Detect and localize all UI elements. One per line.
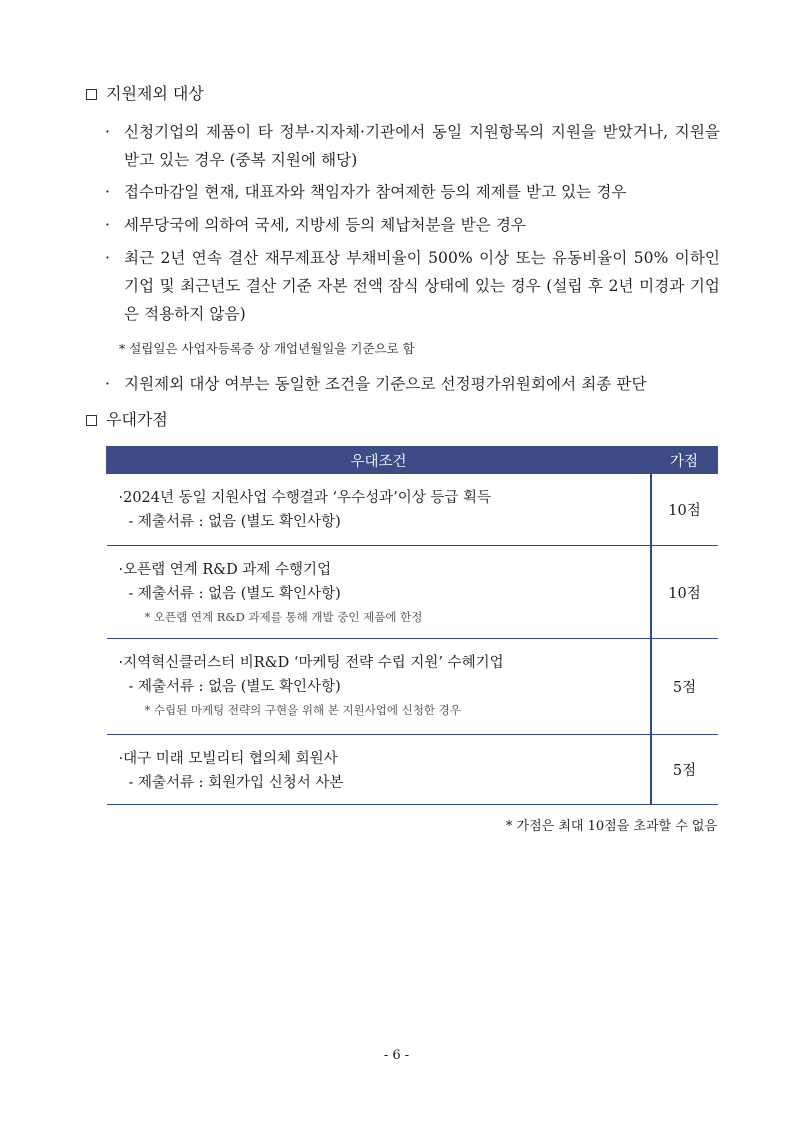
bonus-table [106,446,718,805]
condition-title: ·지역혁신클러스터 비R&D ‘마케팅 전략 수립 지원’ 수혜기업 [118,655,504,671]
checkbox-square-icon [86,415,97,426]
condition-note: * 수립된 마케팅 전략의 구현을 위해 본 지원사업에 신청한 경우 [144,703,461,717]
condition-documents: - 제출서류 : 회원가입 신청서 사본 [128,775,344,791]
condition-documents: - 제출서류 : 없음 (별도 확인사항) [128,679,341,695]
exclusion-item-text: 세무당국에 의하여 국세, 지방세 등의 체납처분을 받은 경우 [124,216,526,234]
bonus-footnote: * 가점은 최대 10점을 초과할 수 없음 [505,819,717,834]
condition-title: ·2024년 동일 지원사업 수행결과 ‘우수성과’이상 등급 획득 [118,490,492,506]
condition-title: ·오픈랩 연계 R&D 과제 수행기업 [118,562,332,578]
bullet-dot-icon: · [105,249,111,267]
bonus-title: 우대가점 [106,410,168,429]
exclusion-item-text: 지원제외 대상 여부는 동일한 조건을 기준으로 선정평가위원회에서 최종 판단 [124,375,647,393]
condition-documents: - 제출서류 : 없음 (별도 확인사항) [128,514,341,530]
table-row [107,546,718,639]
condition-documents: - 제출서류 : 없음 (별도 확인사항) [128,586,341,602]
condition-cell [107,735,651,805]
exclusion-item-text: 신청기업의 제품이 타 정부·지자체·기관에서 동일 지원항목의 지원을 받았거나, 지원을 받고 있는 경우 (중복 지원에 해당) [124,123,720,169]
page-number: - 6 - [383,1048,410,1063]
exclusion-item [105,244,720,328]
bullet-dot-icon: · [105,216,111,234]
condition-title: ·대구 미래 모빌리티 협의체 회원사 [118,751,338,767]
table-row [107,474,718,546]
exclusion-item [105,118,720,174]
exclusion-item-text: 접수마감일 현재, 대표자와 책임자가 참여제한 등의 제제를 받고 있는 경우 [124,183,627,201]
establishment-note: * 설립일은 사업자등록증 상 개업년월일을 기준으로 함 [119,341,415,356]
condition-cell [107,474,651,546]
score-cell: 5점 [651,735,718,805]
table-row [107,735,718,805]
bullet-dot-icon: · [105,183,111,201]
bullet-dot-icon: · [105,375,111,393]
score-cell: 10점 [651,474,718,546]
bonus-table-header [107,447,718,474]
checkbox-square-icon [86,89,97,100]
score-cell: 10점 [651,546,718,639]
bullet-dot-icon: · [105,123,111,141]
exclusion-title: 지원제외 대상 [106,84,204,103]
exclusion-item [105,211,720,239]
bonus-section-title [86,410,168,430]
condition-cell [107,639,651,735]
exclusion-item [105,178,720,206]
header-condition: 우대조건 [107,447,651,474]
table-row [107,639,718,735]
score-cell: 5점 [651,639,718,735]
exclusion-section-title [86,84,204,104]
exclusion-item [105,370,720,398]
exclusion-item-text: 최근 2년 연속 결산 재무제표상 부채비율이 500% 이상 또는 유동비율이 50% 이하인 기업 및 최근년도 결산 기준 자본 전액 잠식 상태에 있는 경우 (설립 후 2년 미경과 기업은 적용하지 않음) [124,249,720,323]
header-score: 가점 [651,447,718,474]
condition-note: * 오픈랩 연계 R&D 과제를 통해 개발 중인 제품에 한정 [144,610,423,624]
condition-cell [107,546,651,639]
